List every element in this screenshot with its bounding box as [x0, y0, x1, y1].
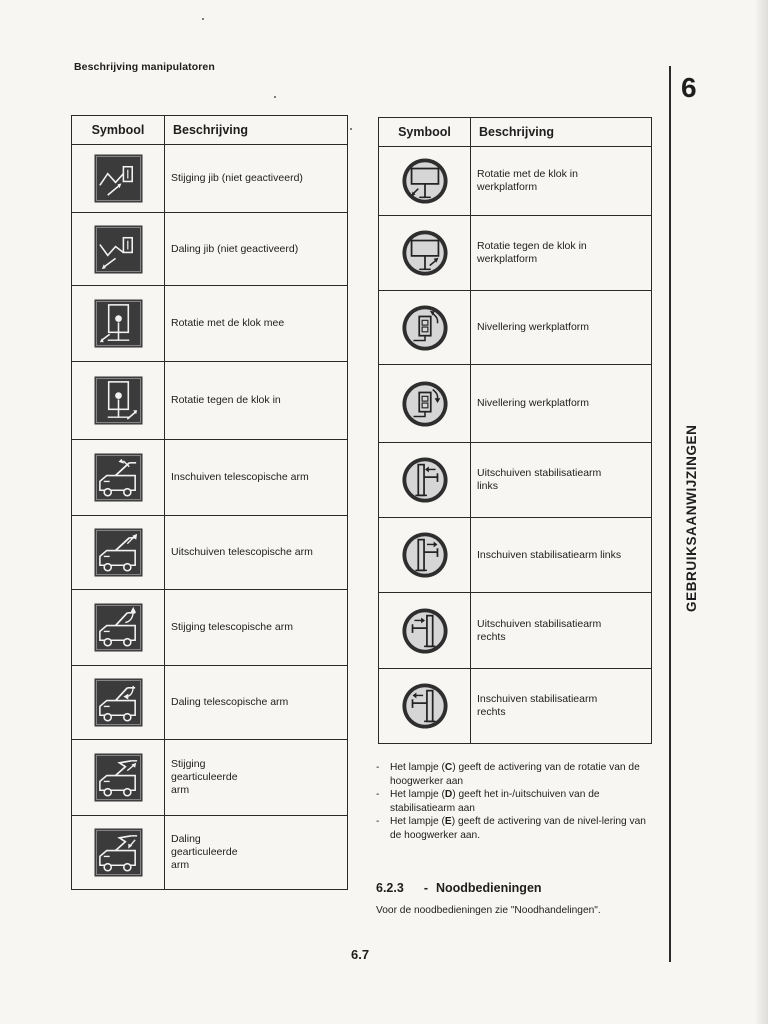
note-text: Het lampje ( [390, 789, 445, 801]
list-dash: - [376, 816, 380, 828]
outrigger-retract-right-icon [401, 682, 449, 730]
row-description: Uitschuiven stabilisatiearm rechts [477, 617, 602, 643]
section-title: Noodbedieningen [435, 881, 542, 895]
table-row [72, 740, 348, 816]
column-header-description: Beschrijving [165, 116, 348, 145]
row-description: Daling gearticuleerde arm [171, 833, 238, 871]
scan-speck [350, 128, 352, 130]
list-dash: - [376, 789, 380, 801]
row-description: Rotatie met de klok mee [171, 317, 285, 329]
platform-level-up-icon [401, 380, 449, 428]
table-row [379, 593, 652, 669]
telescope-extend-icon [94, 528, 143, 577]
telescope-retract-icon [94, 453, 143, 502]
section-separator: - [423, 881, 428, 895]
row-description: Stijging gearticuleerde arm [171, 758, 238, 796]
column-header-description: Beschrijving [471, 118, 652, 147]
list-item [376, 761, 656, 788]
table-row [72, 590, 348, 666]
jib-down-icon [94, 225, 143, 274]
left-symbol-table [71, 115, 348, 890]
table-row [72, 362, 348, 440]
table-row [379, 669, 652, 744]
note-text: Het lampje ( [390, 816, 445, 828]
platform-rotate-cw-icon [401, 157, 449, 205]
chapter-divider [669, 66, 671, 962]
table-row [379, 291, 652, 365]
row-description: Nivellering werkplatform [477, 321, 590, 333]
column-header-symbol: Symbool [72, 116, 165, 145]
outrigger-retract-left-icon [401, 531, 449, 579]
table-row [72, 666, 348, 740]
lamp-key: E [444, 816, 452, 828]
lamp-key: D [444, 789, 453, 801]
table-row [379, 443, 652, 518]
row-description: Stijging jib (niet geactiveerd) [171, 172, 303, 184]
table-row [72, 440, 348, 516]
row-description: Rotatie tegen de klok in [171, 394, 281, 406]
list-dash: - [376, 762, 380, 773]
articulated-lower-icon [94, 828, 143, 877]
row-description: Uitschuiven telescopische arm [171, 546, 313, 558]
chapter-number: 6 [681, 72, 697, 103]
table-row [72, 213, 348, 286]
page-header: Beschrijving manipulatoren [74, 61, 215, 73]
row-description: Inschuiven stabilisatiearm links [477, 548, 622, 561]
table-row [379, 365, 652, 443]
table-header-row [72, 116, 348, 145]
note-text: ) geeft het in-/uitschuiven van de stabilisatiearm aan [390, 789, 600, 814]
rotate-ccw-icon [94, 376, 143, 425]
section-body: Voor de noodbedieningen zie "Noodhandelingen". [376, 905, 601, 916]
section-number: 6.2.3 [376, 881, 404, 895]
table-row [379, 518, 652, 593]
telescope-lower-icon [94, 678, 143, 727]
row-description: Rotatie met de klok in werkplatform [477, 168, 578, 193]
table-row [72, 286, 348, 362]
list-item [376, 815, 656, 842]
scan-speck [274, 96, 276, 98]
right-symbol-table [378, 117, 652, 744]
note-text: ) geeft de activering van de nivel-lering van de hoogwerker aan. [390, 816, 646, 841]
platform-level-down-icon [401, 304, 449, 352]
row-description: Stijging telescopische arm [171, 621, 293, 633]
section-heading [376, 881, 542, 895]
table-row [379, 147, 652, 216]
scan-speck [202, 18, 204, 20]
scan-edge-shadow [754, 0, 768, 1024]
note-text: Het lampje ( [390, 762, 445, 773]
outrigger-extend-right-icon [401, 607, 449, 655]
row-description: Nivellering werkplatform [477, 397, 590, 409]
chapter-title: GEBRUIKSAANWIJZINGEN [684, 424, 699, 612]
outrigger-extend-left-icon [401, 456, 449, 504]
platform-rotate-ccw-icon [401, 229, 449, 277]
row-description: Daling telescopische arm [171, 696, 289, 708]
column-header-symbol: Symbool [379, 118, 471, 147]
row-description: Inschuiven telescopische arm [171, 471, 309, 483]
articulated-raise-icon [94, 753, 143, 802]
lamp-key: C [444, 762, 453, 773]
row-description: Uitschuiven stabilisatiearm links [477, 467, 602, 492]
telescope-raise-icon [94, 603, 143, 652]
table-row [72, 516, 348, 590]
page-number: 6.7 [351, 947, 370, 962]
list-item [376, 788, 656, 815]
table-header-row [379, 118, 652, 147]
table-row [72, 145, 348, 213]
rotate-cw-icon [94, 299, 143, 348]
row-description: Daling jib (niet geactiveerd) [171, 242, 299, 255]
table-row [379, 216, 652, 291]
jib-up-icon [94, 154, 143, 203]
table-row [72, 816, 348, 890]
note-text: ) geeft de activering van de rotatie van de hoogwerker aan [390, 762, 640, 787]
row-description: Inschuiven stabilisatiearm rechts [477, 693, 598, 718]
row-description: Rotatie tegen de klok in werkplatform [477, 240, 587, 265]
notes-list [376, 761, 656, 843]
